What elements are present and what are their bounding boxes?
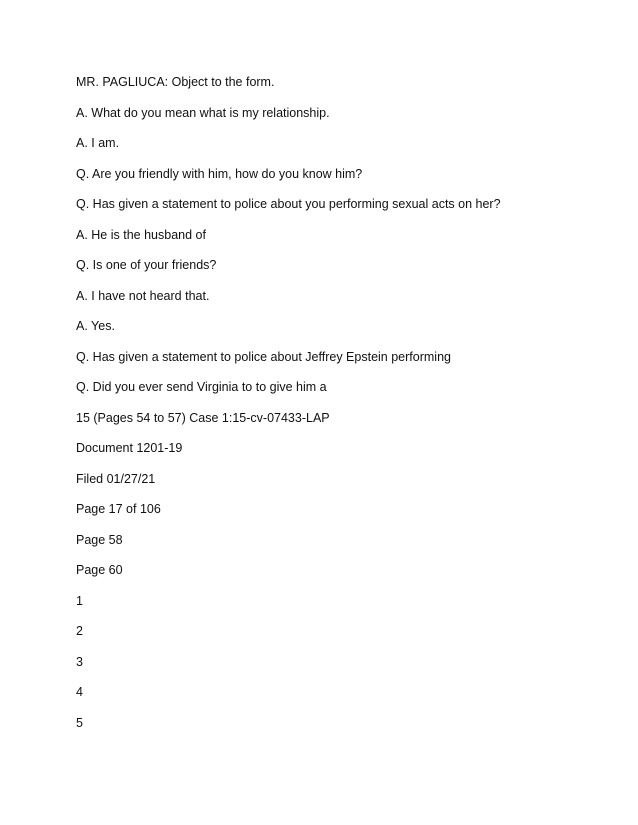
- line-number: 3: [76, 654, 83, 669]
- line-number: 1: [76, 593, 83, 608]
- line-number: 4: [76, 685, 83, 699]
- transcript-line: A. What do you mean what is my relationship.: [76, 105, 330, 120]
- line-number: 5: [76, 715, 83, 730]
- filed-date-line: Filed 01/27/21: [76, 471, 156, 486]
- transcript-line: Q. Is one of your friends?: [76, 258, 217, 272]
- page-count-line: Page 17 of 106: [76, 502, 161, 516]
- transcript-lines: [76, 73, 616, 744]
- transcript-line: A. He is the husband of: [76, 227, 206, 242]
- transcript-line: Q. Has given a statement to police about Jeffrey Epstein performing: [76, 349, 451, 364]
- case-header-line: 15 (Pages 54 to 57) Case 1:15-cv-07433-LAP: [76, 410, 330, 425]
- transcript-line: Q. Are you friendly with him, how do you know him?: [76, 166, 363, 181]
- page-number-line: Page 58: [76, 532, 123, 547]
- line-number: 2: [76, 624, 83, 638]
- page-number-line: Page 60: [76, 563, 123, 577]
- transcript-line: MR. PAGLIUCA: Object to the form.: [76, 75, 275, 89]
- transcript-line: Q. Has given a statement to police about you performing sexual acts on her?: [76, 197, 501, 211]
- document-number-line: Document 1201-19: [76, 441, 183, 455]
- transcript-line: A. Yes.: [76, 319, 115, 333]
- transcript-line: A. I am.: [76, 136, 120, 150]
- transcript-line: Q. Did you ever send Virginia to to give him a: [76, 380, 327, 394]
- transcript-line: A. I have not heard that.: [76, 288, 210, 303]
